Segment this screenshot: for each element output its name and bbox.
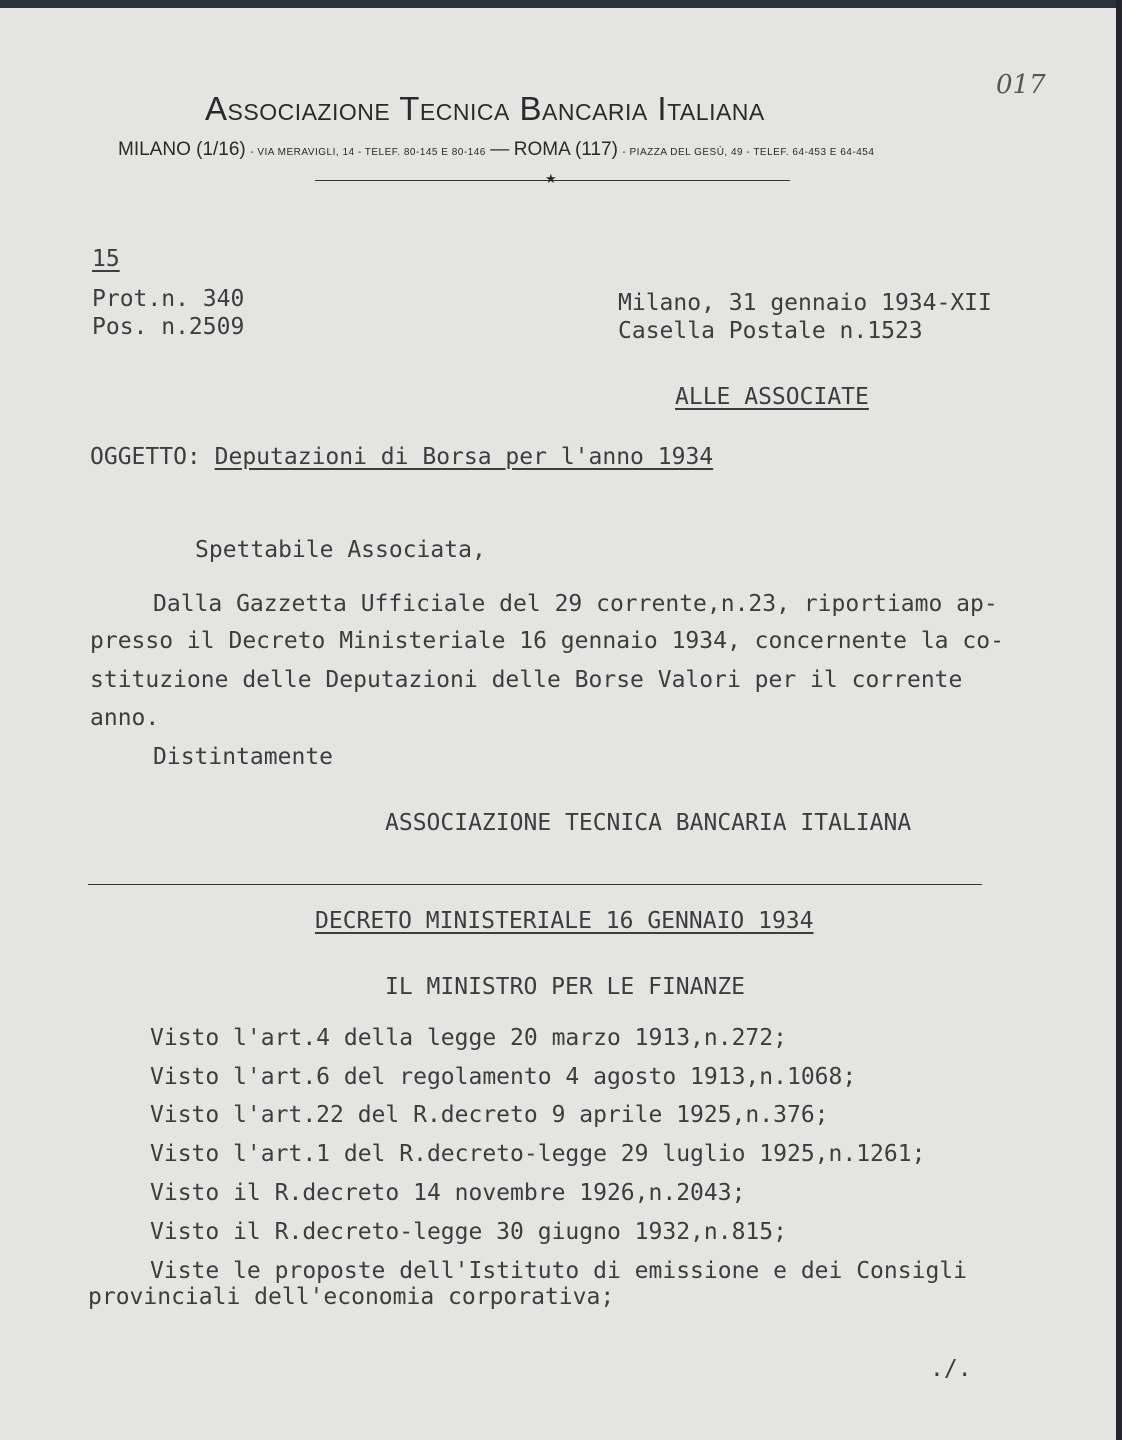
recipient-line: ALLE ASSOCIATE [675, 384, 869, 410]
decree-line-8: provinciali dell'economia corporativa; [88, 1284, 615, 1310]
milano-label: MILANO (1/16) [118, 139, 246, 160]
star-ornament: ★ [545, 171, 557, 186]
letter-number: 15 [92, 246, 120, 272]
protocol-number: Prot.n. 340 [92, 286, 245, 312]
subject-line [90, 444, 713, 470]
subject-text: Deputazioni di Borsa per l'anno 1934 [214, 444, 714, 470]
subject-label: OGGETTO: [90, 444, 201, 470]
decree-line-5: Visto il R.decreto 14 novembre 1926,n.2043; [150, 1180, 746, 1206]
page-continue-mark: ./. [930, 1356, 972, 1382]
roma-label: ROMA (117) [513, 139, 618, 160]
letter-date: Milano, 31 gennaio 1934-XII [618, 290, 992, 316]
body-line-2: presso il Decreto Ministeriale 16 gennaio 1934, concernente la co- [90, 628, 1004, 654]
roma-address: - PIAZZA DEL GESÙ, 49 - TELEF. 64-453 E 64-454 [622, 147, 875, 158]
letterhead-address-line [118, 139, 874, 161]
archive-number-mark: 017 [996, 70, 1046, 100]
decree-line-4: Visto l'art.1 del R.decreto-legge 29 luglio 1925,n.1261; [150, 1141, 926, 1167]
postal-box: Casella Postale n.1523 [618, 318, 923, 344]
body-line-4: anno. [90, 705, 160, 731]
body-line-3: stituzione delle Deputazioni delle Borse Valori per il corrente [90, 667, 963, 693]
decree-line-6: Visto il R.decreto-legge 30 giugno 1932,n.815; [150, 1219, 787, 1245]
scan-top-edge [0, 0, 1122, 8]
signature: ASSOCIAZIONE TECNICA BANCARIA ITALIANA [385, 810, 912, 836]
decree-line-3: Visto l'art.22 del R.decreto 9 aprile 1925,n.376; [150, 1102, 829, 1128]
decree-title: DECRETO MINISTERIALE 16 GENNAIO 1934 [315, 908, 814, 934]
milano-address: - VIA MERAVIGLI, 14 - TELEF. 80-145 E 80-146 [250, 147, 486, 158]
greeting: Spettabile Associata, [195, 537, 486, 563]
scan-right-edge [1116, 0, 1122, 1440]
decree-line-7: Viste le proposte dell'Istituto di emissione e dei Consigli [150, 1258, 967, 1284]
letterhead-title: Associazione Tecnica Bancaria Italiana [205, 90, 765, 127]
body-line-1: Dalla Gazzetta Ufficiale del 29 corrente,n.23, riportiamo ap- [153, 591, 998, 617]
section-divider [88, 884, 982, 885]
closing: Distintamente [153, 744, 334, 770]
address-separator: — [490, 139, 510, 160]
decree-line-1: Visto l'art.4 della legge 20 marzo 1913,n.272; [150, 1025, 787, 1051]
decree-subtitle: IL MINISTRO PER LE FINANZE [385, 974, 746, 1000]
decree-line-2: Visto l'art.6 del regolamento 4 agosto 1913,n.1068; [150, 1064, 857, 1090]
position-number: Pos. n.2509 [92, 314, 245, 340]
